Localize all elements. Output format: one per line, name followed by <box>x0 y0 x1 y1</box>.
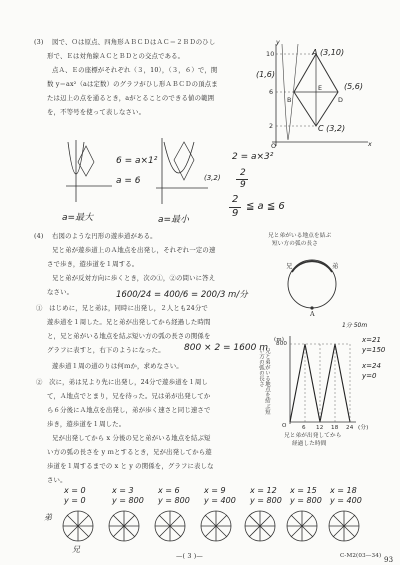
q3-line-3: 点Ａ、Ｅの座標がそれぞれ（３，10），（３，６）で，関 <box>52 66 218 74</box>
q3-y6: 6 <box>269 88 274 96</box>
step-3-y: y = 800 <box>158 496 190 505</box>
q3-min-label: a=最小 <box>158 215 190 225</box>
q4-number: (4) <box>34 232 44 240</box>
step-2-x: x = 3 <box>112 486 134 495</box>
q4-line-3: さで歩き，遊歩道を１周する。 <box>47 260 139 268</box>
bottom-step-circles <box>56 506 386 546</box>
q3-min-eq1: 2 = a×3² <box>232 152 274 162</box>
graph-note-x21: x=21 <box>362 336 381 344</box>
graph-xcaption-2: 経過した時間 <box>292 441 327 447</box>
graph-origin: O <box>282 423 287 429</box>
q4-line-5: なさい。 <box>47 288 74 296</box>
graph-xtick-18: 18 <box>331 425 339 431</box>
graph-note-x24: x=24 <box>362 362 381 370</box>
q4-sub2-line-1: ② 次に，弟は兄より先に出発し，24分で遊歩道を１周し <box>36 378 208 386</box>
bottom-label-oto: 弟 <box>44 513 52 522</box>
q3-max-eq2: a = 6 <box>116 176 141 186</box>
page-code: C-M2(03—34) <box>340 553 382 559</box>
circle-fig-title-2: 短い方の弧の長さ <box>272 241 318 247</box>
step-6-x: x = 15 <box>290 486 317 495</box>
q4-sub2-line-8: さい。 <box>47 476 67 484</box>
q4-sub1-line-5: 遊歩道１周の道のりは何ｍか，求めなさい。 <box>52 362 183 370</box>
q3-min-eq2-den: 9 <box>240 180 246 190</box>
q4-line-1: 右図のような円形の遊歩道がある。 <box>52 232 157 240</box>
walkway-circle <box>282 252 342 312</box>
q3-line-2: 形で、Ｅは対角線ＡＣとＢＤとの交点である。 <box>47 52 185 60</box>
graph-ylabel-unit: (m) <box>274 337 285 343</box>
q3-point-left: (1,6) <box>256 70 275 79</box>
q4-sub1-line-4: グラフに表すと，右下のようになった。 <box>47 346 165 354</box>
q3-line-5: たは辺上の点を通るとき，aがとることのできる値の範囲 <box>47 94 215 102</box>
step-2-y: y = 800 <box>112 496 144 505</box>
corner-mark: 93 <box>384 556 394 564</box>
graph-note-speed: 1分 50m <box>342 322 368 329</box>
graph-x-unit: (分) <box>358 425 369 431</box>
step-1-x: x = 0 <box>64 486 86 495</box>
circle-label-oto: 弟 <box>332 262 339 270</box>
q4-sub2-line-7: 歩道を１周するまでの x と y の関係を，グラフに表しな <box>47 462 214 470</box>
q3-point-a: A (3,10) <box>312 48 345 57</box>
graph-xtick-24: 24 <box>346 425 354 431</box>
q4-sub2-line-6: い方の弧の長さを y ｍとするとき，兄が出発してから遊 <box>47 448 212 456</box>
q3-sketch-max <box>64 136 114 208</box>
graph-xcaption-1: 兄と弟が出発してから <box>284 433 342 439</box>
circle-label-ani: 兄 <box>286 262 293 270</box>
graph-ylabel: 兄と弟がいる地点を結ぶ短い方の弧の長さ <box>258 348 270 415</box>
page-number: —( 3 )— <box>176 552 203 560</box>
q4-sub1-line-3: と，兄と弟がいる地点を結ぶ短い方の弧の長さの関係を <box>47 332 211 340</box>
circle-label-a: A <box>310 310 315 318</box>
step-4-x: x = 9 <box>204 486 226 495</box>
step-3-x: x = 6 <box>158 486 180 495</box>
q4-sub1-line-2: 遊歩道を１周した。兄と弟が出発してから経過した時間 <box>47 318 211 326</box>
q3-line-4: 数 y＝ax²（aは定数）のグラフがひし形ＡＢＣＤの頂点ま <box>47 80 218 88</box>
q4-line-2: 兄と弟が遊歩道上のＡ地点を出発し，それぞれ一定の速 <box>52 246 216 254</box>
q3-answer-rest: ≦ a ≦ 6 <box>246 201 285 212</box>
q3-answer-num: 2 <box>232 194 239 205</box>
q3-y-axis-label: y <box>276 38 280 46</box>
step-5-y: y = 800 <box>250 496 282 505</box>
q3-min-eq2-num: 2 <box>240 168 246 178</box>
q4-sub1-answer: 800 × 2 = 1600 m <box>184 343 268 353</box>
q3-max-eq1: 6 = a×1² <box>116 156 158 166</box>
step-7-y: y = 400 <box>330 496 362 505</box>
q3-x-axis-label: x <box>368 140 372 148</box>
q4-sub1-line-1: ① はじめに，兄と弟は，同時に出発し，２人とも24分で <box>36 304 208 312</box>
q3-sketch-min <box>154 134 210 210</box>
graph-note-y150: y=150 <box>362 346 386 354</box>
q3-y2: 2 <box>269 122 274 130</box>
distance-time-graph <box>288 334 358 426</box>
q4-speed-calc: 1600/24 = 400/6 = 200/3 m/分 <box>116 290 248 300</box>
graph-note-y0: y=0 <box>362 372 377 380</box>
step-6-y: y = 800 <box>290 496 322 505</box>
q4-sub2-line-5: 兄が出発してから x 分後の兄と弟がいる地点を結ぶ短 <box>52 434 211 442</box>
step-7-x: x = 18 <box>330 486 357 495</box>
q3-min-point: (3,2) <box>204 174 221 182</box>
q3-point-b: B <box>287 96 292 104</box>
step-5-x: x = 12 <box>250 486 277 495</box>
step-1-y: y = 0 <box>64 496 86 505</box>
q3-line-6: を，不等号を使って表しなさい。 <box>47 108 146 116</box>
circle-fig-title-1: 兄と弟がいる地点を結ぶ <box>268 233 332 239</box>
q3-answer-den: 9 <box>232 208 239 219</box>
q3-y10: 10 <box>266 50 275 58</box>
q4-line-4: 兄と弟が反対方向に歩くとき，次の①，②の問いに答え <box>52 274 216 282</box>
bottom-label-ani: 兄 <box>72 545 80 554</box>
graph-xtick-6: 6 <box>302 425 306 431</box>
q3-max-label: a=最大 <box>62 213 94 223</box>
q3-number: (3) <box>34 38 44 46</box>
q3-line-1: 図で、Ｏは原点、四角形ＡＢＣＤはＡＣ＝２ＢＤのひし <box>52 38 216 46</box>
step-4-y: y = 400 <box>204 496 236 505</box>
graph-y800: 800 <box>276 341 288 347</box>
q3-origin-label: O <box>271 142 277 150</box>
q3-point-right: (5,6) <box>344 82 363 91</box>
q4-sub2-line-4: 歩き，遊歩道を１周した。 <box>47 420 126 428</box>
q3-point-e: E <box>318 84 323 92</box>
q4-sub2-line-2: て，Ａ地点でとまり，兄を待った。兄は弟が出発してか <box>47 392 211 400</box>
q3-point-d: D <box>338 96 344 104</box>
q3-point-c: C (3,2) <box>318 124 346 133</box>
graph-xtick-12: 12 <box>316 425 324 431</box>
q4-sub2-line-3: ら６分後にＡ地点を出発し，弟が歩く速さと同じ速さで <box>47 406 211 414</box>
